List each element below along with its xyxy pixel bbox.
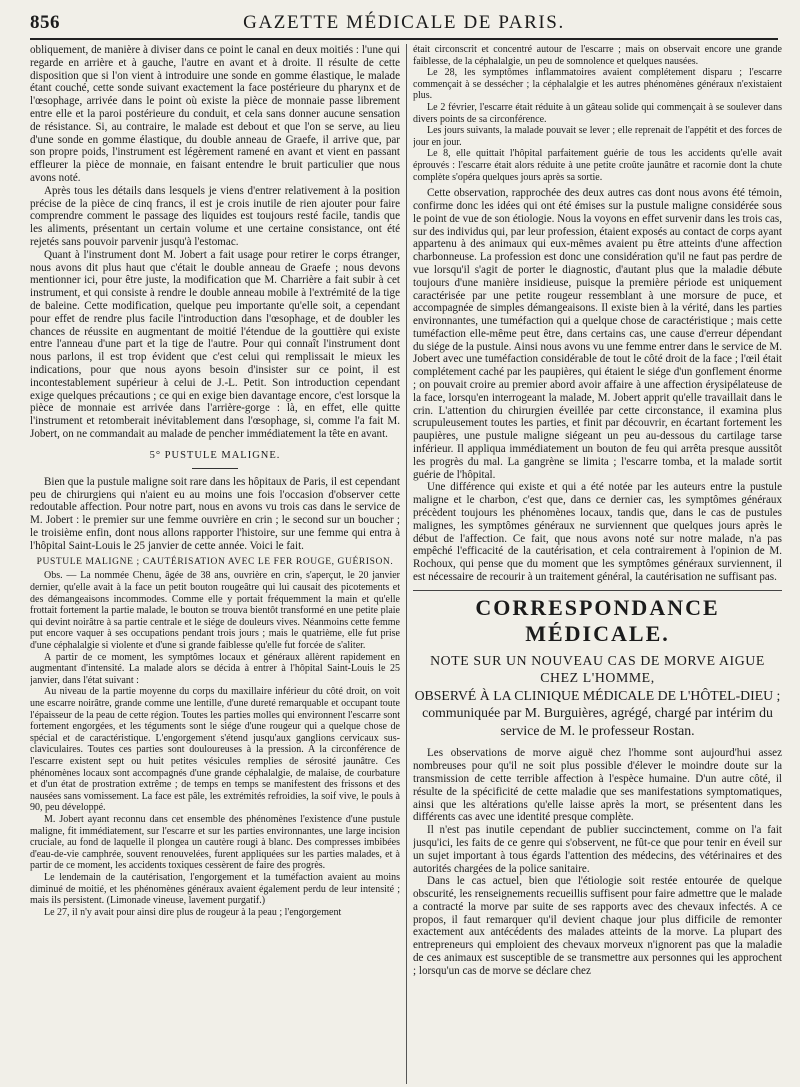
observation-paragraph: Obs. — La nommée Chenu, âgée de 38 ans, ouvrière en crin, s'aperçut, le 20 janvier dernier, qu'elle avait à la face un petit bouton rougeâtre qui lui causait des picotements et des démangeaisons incommodes. Comme elle y portait fréquemment la main et qu'elle frottait fortement la partie malade, le bouton se trouva bientôt transformé en une petite plaie qui devint noirâtre à sa partie centrale et le siége de douleurs vives. Néanmoins cette femme put encore vaquer à ses occupations pendant trois jours ; mais le quatrième, elle fut prise d'une céphalalgie si violente et d'une si grande faiblesse qu'elle fut forcée de s'aliter.	[30, 570, 400, 652]
observation-paragraph: Les jours suivants, la malade pouvait se lever ; elle reprenait de l'appétit et des forces de jour en jour.	[413, 125, 782, 148]
journal-title: GAZETTE MÉDICALE DE PARIS.	[243, 12, 565, 33]
paragraph: Quant à l'instrument dont M. Jobert a fait usage pour retirer le corps étranger, nous avons dit plus haut que c'était le double anneau de Graefe ; nous devons mentionner ici, pour être juste, la modification que M. Charrière a fait subir à cet instrument, et qui consiste à rendre le double anneau mobile à l'extrémité de la tige de baleine. Cette modification, quelque peu importante qu'elle soit, a cependant pour effet de rendre plus facile l'introduction dans l'œsophage, et de doubler les chances de réussite en augmentant de moitié l'étendue de la gouttière qui existe entre l'anneau d'une part et la tige de l'autre. Pour qui connaît l'instrument dont nous parlons, il est trop évident que c'est celui qui remplissait le mieux les indications, pour que nous ayons besoin d'insister sur ce point, il est incontestablement supérieur à celui de J.-L. Petit. Son introduction cependant exige quelques précautions ; ce qui en exige bien davantage encore, c'est lorsque la pièce de monnaie est arrivée dans l'arrière-gorge : là, en effet, elle quitte l'instrument et retomberait inévitablement dans l'œsophage, si, comme l'a fait M. Jobert, on ne commandait au malade de pencher immédiatement la tête en avant.	[30, 248, 400, 440]
section-title: 5° PUSTULE MALIGNE.	[149, 449, 281, 461]
paragraph: Après tous les détails dans lesquels je viens d'entrer relativement à la position précise de la pièce de cinq francs, il est je crois inutile de rien ajouter pour faire comprendre comment le passage des liquides est toujours resté facile, tandis que les aliments, présentant un certain volume et une certaine consistance, ont été rejetés sans pouvoir parvenir jusqu'à l'estomac.	[30, 184, 400, 248]
paragraph: Les observations de morve aiguë chez l'homme sont aujourd'hui assez nombreuses pour qu'il ne soit plus possible d'élever le moindre doute sur la transmission de cette terrible affection à l'espèce humaine. D'un autre côté, il résulte de la spécificité de cette maladie que ses manifestations symptomatiques, ainsi que les altérations qu'elle laisse après la mort, se présentent dans les différents cas avec une identité presque complète.	[413, 747, 782, 824]
observation-paragraph: Le 2 février, l'escarre était réduite à un gâteau solide qui commençait à se soulever dans divers points de sa circonférence.	[413, 101, 782, 125]
column-divider	[406, 44, 407, 1084]
observation-paragraph: Le 8, elle quittait l'hôpital parfaitement guérie de tous les accidents qu'elle avait éprouvés : l'escarre était alors réduite à une petite croûte jaunâtre et racornie dont la chute complète s'opéra quelques jours après sa sortie.	[413, 148, 782, 183]
section-rule	[413, 590, 782, 591]
paragraph: Une différence qui existe et qui a été notée par les auteurs entre la pustule maligne et le charbon, c'est que, dans ce dernier cas, les symptômes généraux précèdent toujours les phénomènes locaux, tandis que, dans le cas de pustules malignes, les symptômes généraux ne surviennent que quelques jours après le début de l'affection. Ce fait, que nous avons noté sur notre malade, n'a pas empêché l'efficacité de la cautérisation, et cela contrairement à l'opinion de M. Rochoux, qui pense que du moment que les symptômes généraux surviennent, il est nécessaire de recourir à un traitement général, la cautérisation ne suffisant pas.	[413, 481, 782, 584]
observation-paragraph: A partir de ce moment, les symptômes locaux et généraux allèrent rapidement en augmentant d'intensité. La malade alors se décida à entrer à l'hôpital Saint-Louis le 25 janvier, dans l'état suivant :	[30, 651, 400, 686]
paragraph: Dans le cas actuel, bien que l'étiologie soit restée entourée de quelque obscurité, les renseignements recueillis suffisent pour faire admettre que le malade a contracté la morve par suite de ses rapports avec des chevaux infectés. A ce propos, il faut remarquer qu'il devient chaque jour plus difficile de remonter exactement aux antécédents des malades atteints de la morve. La plupart des entrepreneurs qui emploient des chevaux morveux n'ignorent pas que la maladie de ces animaux est susceptible de se transmettre aux personnes qui les approchent ; lorsqu'un cas de morve se déclare chez	[413, 875, 782, 977]
observation-paragraph: Le 28, les symptômes inflammatoires avaient complétement disparu ; l'escarre commençait à se dessécher ; la céphalalgie et les autres phénomènes généraux n'existaient plus.	[413, 67, 782, 102]
header-rule	[30, 38, 778, 40]
observation-title: PUSTULE MALIGNE ; CAUTÉRISATION AVEC LE FER ROUGE, GUÉRISON.	[36, 557, 394, 568]
paragraph: Bien que la pustule maligne soit rare dans les hôpitaux de Paris, il est cependant peu de chirurgiens qui n'aient eu au moins une fois l'occasion d'observer cette redoutable affection. Pour notre part, nous en avons vu trois cas dans le service de M. Jobert : le premier sur une femme ouvrière en crin ; le second sur un boucher ; le troisième enfin, dont nous allons rapporter l'histoire, sur une femme qui entra à l'hôpital Saint-Louis le 25 janvier de cette année. Voici le fait.	[30, 475, 400, 552]
paragraph: Cette observation, rapprochée des deux autres cas dont nous avons été témoin, confirme donc les idées qui ont été émises sur la pustule maligne considérée sous le point de vue de son étiologie. Nous la voyons en effet survenir dans les trois cas, sur des individus qui, par leur profession, étaient exposés au contact de corps ayant appartenu à des animaux qui eux-mêmes avaient pu être atteints d'une affection charbonneuse. La profession est donc une considération qu'il ne faut pas perdre de vue lorsqu'il s'agit de porter le diagnostic, d'autant plus que la maladie débute toujours d'une manière insidieuse, puisque la première période est uniquement caractérisée par une petite rougeur ressemblant à une morsure de puce, et accompagnée de simples démangeaisons. Il existe bien à la vérité, dans les parties environnantes, une tuméfaction qui a quelque chose de caractéristique ; mais cette tuméfaction elle-même peut être, dans certains cas, une cause d'erreur dépendant du siége de la pustule. Ainsi nous avons vu une femme entrer dans le service de M. Jobert avec une tuméfaction considérable de tout le côté droit de la face ; l'œil était complétement caché par les paupières, qui étaient le siége d'un gonflement énorme ; on pouvait croire au premier abord avoir affaire à une affection érysipélateuse de la face, lorsqu'en interrogeant la malade, M. Jobert apprit qu'elle travaillait dans le crin. L'attention du chirurgien éveillée par cette circonstance, il examina plus scrupuleusement toutes les parties, et finit par découvrir, en écartant fortement les paupières, une pustule maligne siégeant un peu au-dessous du cartilage tarse inférieur. Il appliqua immédiatement un bouton de feu qui arrêta presque aussitôt les progrès du mal. La gangrène se limita ; l'escarre tomba, et la malade sortit guérie de l'hôpital.	[413, 187, 782, 481]
right-column	[413, 44, 782, 1087]
article-title	[413, 652, 782, 740]
section-rule	[192, 468, 238, 469]
correspondence-heading: CORRESPONDANCE MÉDICALE.	[475, 594, 720, 646]
observation-paragraph: Au niveau de la partie moyenne du corps du maxillaire inférieur du côté droit, on voit une escarre noirâtre, grande comme une lentille, d'une dureté remarquable et occupant toute l'épaisseur de la peau de cette région. Toutes les parties molles qui environnent l'escarre sont fortement engorgées, et les téguments sont le siége d'une rougeur qui a quelque chose de spécial et de caractéristique. L'engorgement s'étend jusqu'aux ganglions cervicaux sus-claviculaires. Toutes ces parties sont douloureuses à la pression. A la circonférence de l'escarre existent sept ou huit petites vésicules remplies de sérosité jaunâtre. Ces phénomènes locaux sont accompagnés d'une grande céphalalgie, de malaise, de courbature et d'un état de prostration extrême ; de temps en temps se manifestent des frissons et des nausées sans vomissement. La face est pâle, les extrémités refroidies, la soif vive, le pouls à 90, peu développé.	[30, 686, 400, 814]
observation-paragraph: Le 27, il n'y avait pour ainsi dire plus de rougeur à la peau ; l'engorgement	[44, 906, 342, 918]
observation-paragraph: était circonscrit et concentré autour de l'escarre ; mais on observait encore une grande faiblesse, de la céphalalgie, un peu de somnolence et quelques nausées.	[413, 44, 782, 67]
paragraph: Il n'est pas inutile cependant de publier succinctement, comme on l'a fait jusqu'ici, les faits de ce genre qui s'observent, ne fût-ce que pour tenir en éveil sur un sujet important à tous égards l'attention des médecins, des vétérinaires et des autorités chargées de la police sanitaire.	[413, 824, 782, 875]
paragraph: obliquement, de manière à diviser dans ce point le canal en deux moitiés : l'une qui regarde en arrière et à gauche, l'autre en avant et à droite. Il résulte de cette disposition que si l'on vient à introduire une sonde en gomme élastique, le malade étant couché, cette sonde suivant exactement la face postérieure du pharynx et de l'œsophage, arrivée dans le point où existe la pièce de monnaie passe librement entre elle et la paroi postérieure du conduit, et cela sans donner aucune sensation de résistance. Si, au contraire, le malade est debout et que l'on se serve, au lieu d'une sonde en gomme élastique, du double anneau de Graefe, il arrive que, par son propre poids, l'instrument est légèrement ramené en avant et vient en passant effleurer la pièce de monnaie, en faisant entendre le bruit particulier que nous avons noté.	[30, 44, 400, 184]
observation-paragraph: M. Jobert ayant reconnu dans cet ensemble des phénomènes l'existence d'une pustule maligne, fit immédiatement, sur l'escarre et sur les parties environnantes, une large incision cruciale, au fond de laquelle il plongea un cautère rougi à blanc. Des compresses imbibées d'eau-de-vie camphrée, souvent renouvelées, furent appliquées sur les parties malades, et à partir de ce moment, les accidents toxiques cessèrent de faire des progrès.	[30, 813, 400, 872]
article-title-line: OBSERVÉ À LA CLINIQUE MÉDICALE DE L'HÔTEL-DIEU ; communiquée par M. Burguières, agrégé, chargé par intérim du service de M. le professeur Rostan.	[414, 687, 781, 738]
observation-paragraph: Le lendemain de la cautérisation, l'engorgement et la tuméfaction avaient au moins diminué de moitié, et les phénomènes généraux avaient également perdu de leur intensité ; mais ils persistent. (Limonade vineuse, lavement purgatif.)	[30, 871, 400, 907]
article-title-line: NOTE SUR UN NOUVEAU CAS DE MORVE AIGUE CHEZ L'HOMME,	[430, 652, 765, 686]
page-number: 856	[30, 12, 60, 33]
left-column	[30, 44, 400, 1087]
